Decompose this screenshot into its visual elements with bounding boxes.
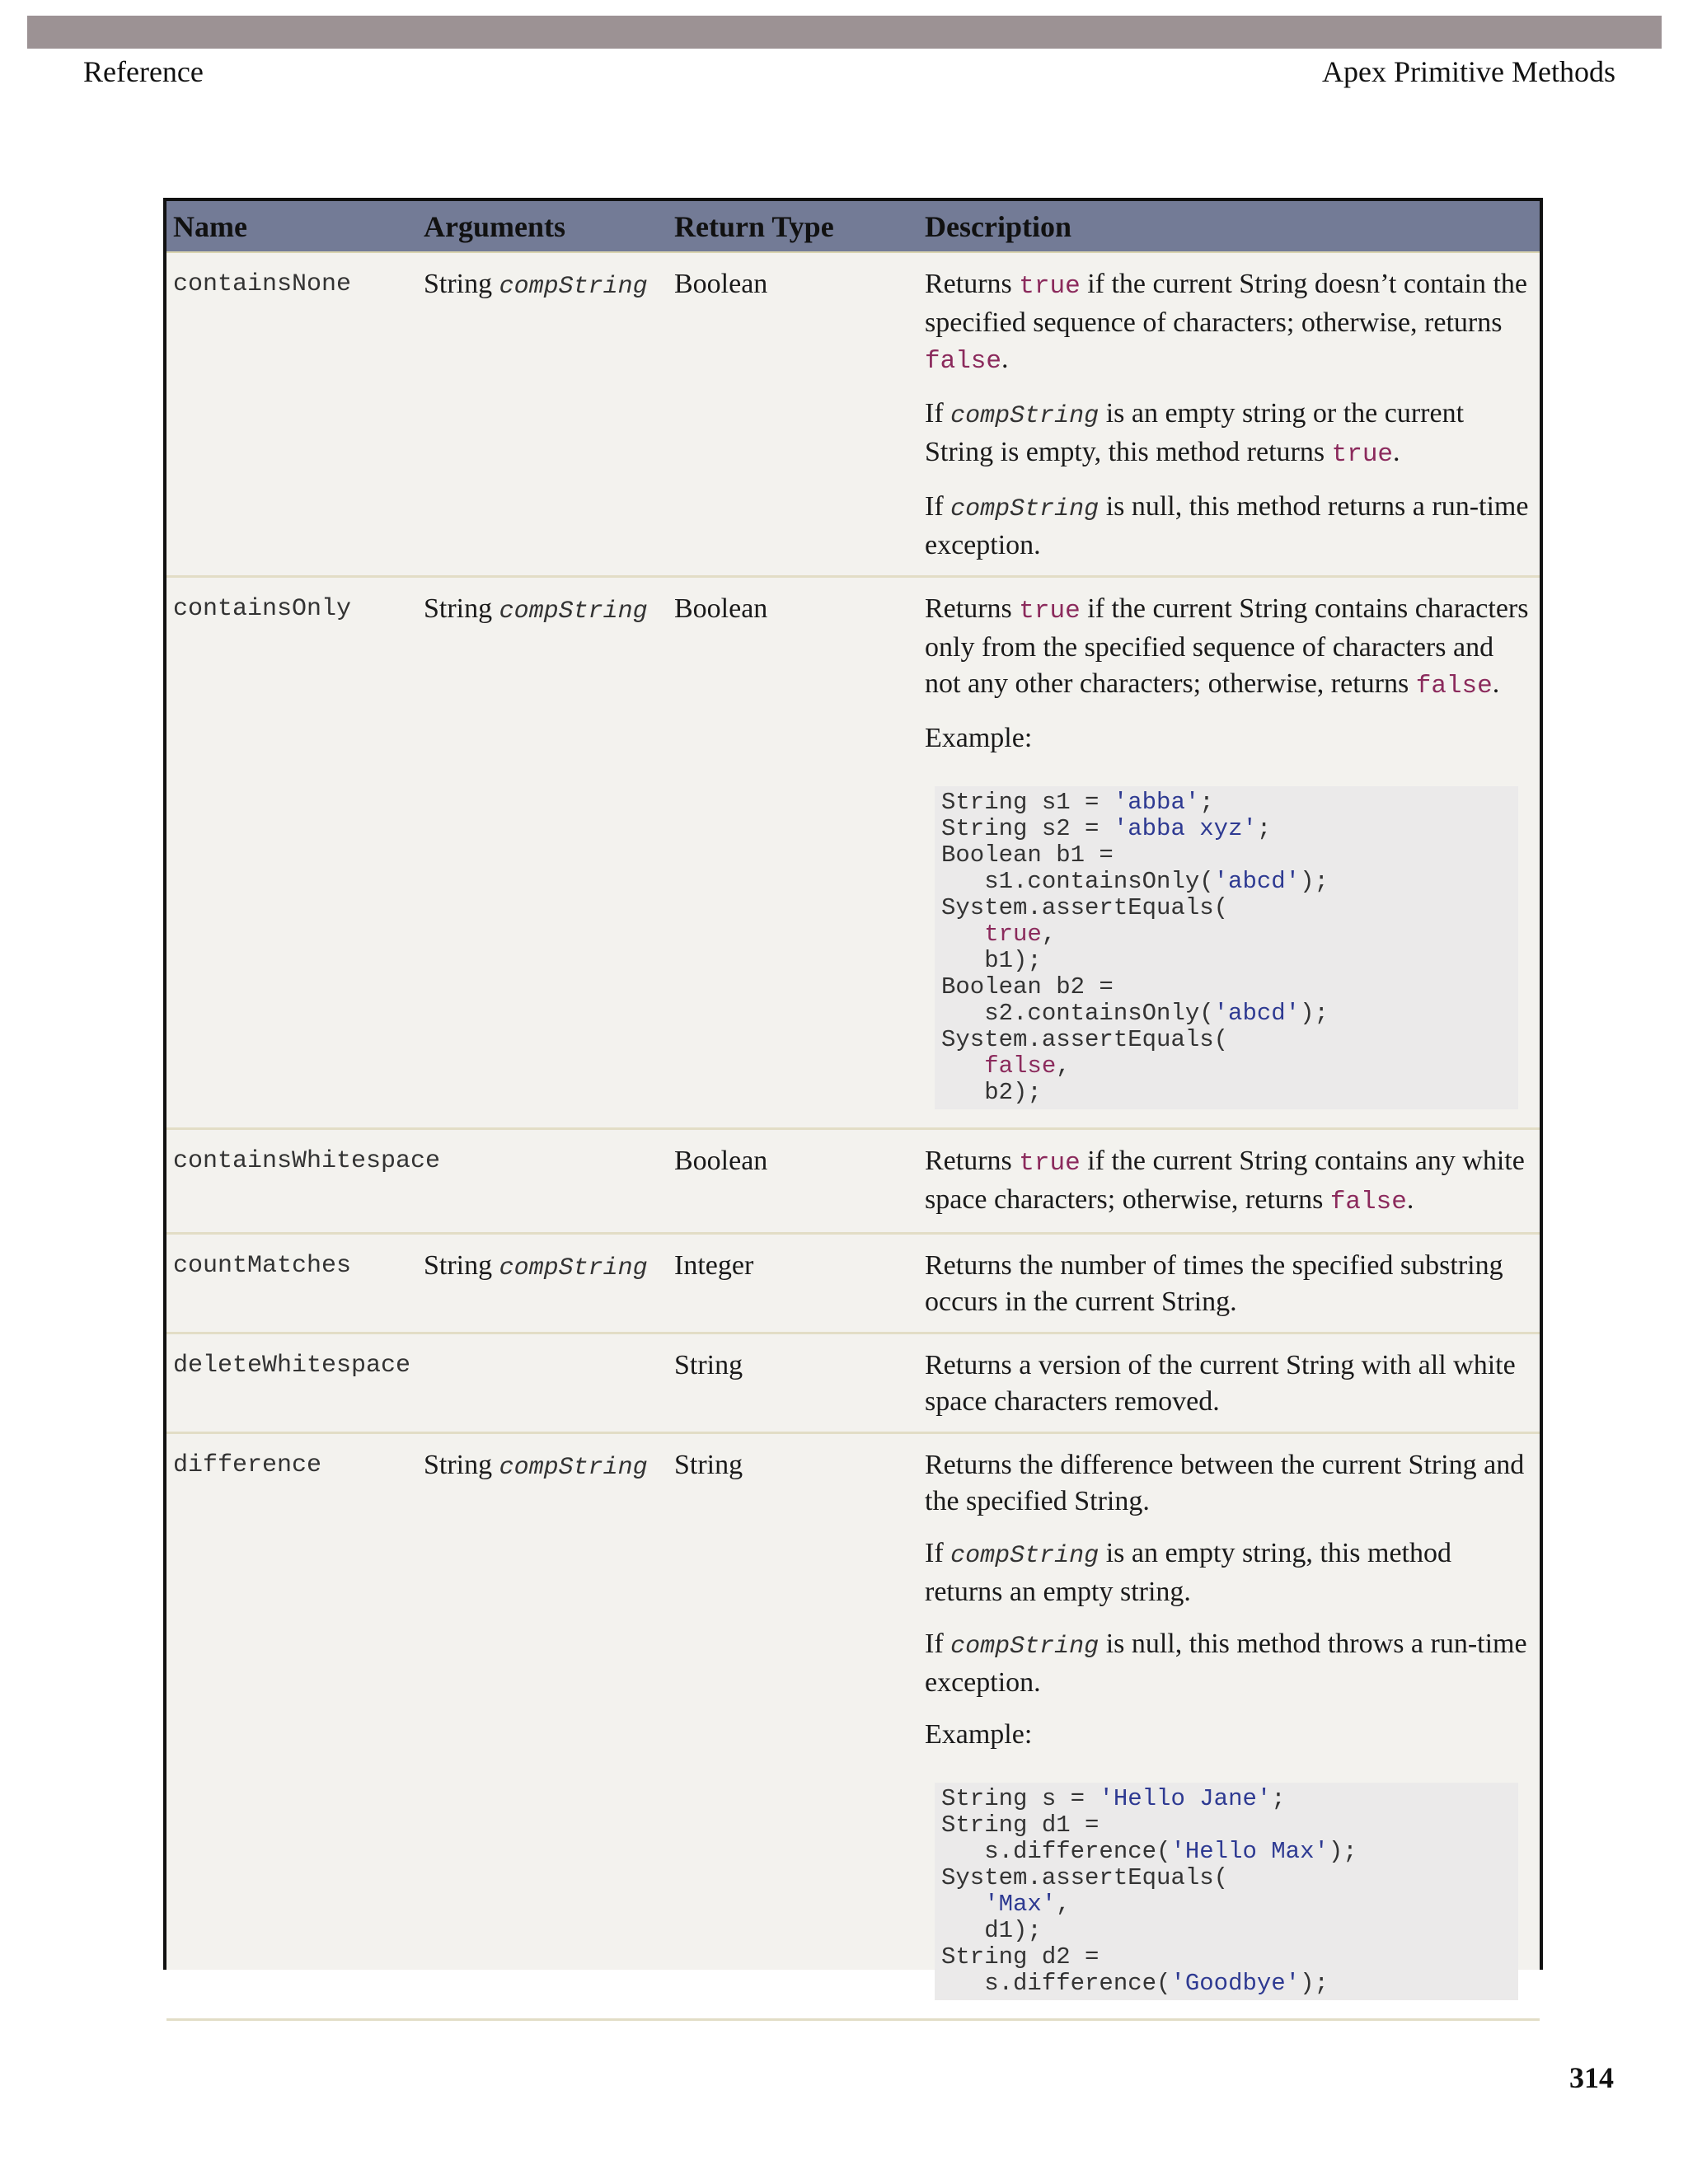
methods-table-container xyxy=(163,198,1543,1997)
method-arguments xyxy=(417,1129,668,1234)
method-name: difference xyxy=(166,1433,417,2020)
method-return-type: Integer xyxy=(668,1234,918,1333)
code-example: String s = 'Hello Jane'; String d1 = s.difference('Hello Max'); System.assertEquals( 'Max', d1); String d2 = s.difference('Goodbye'); xyxy=(935,1783,1518,2000)
methods-table xyxy=(166,201,1540,2021)
method-description: Returns the difference between the current String and the specified String. If compString is an empty string, this method returns an empty string. If compString is null, this method throws a run-time exception. Example: String s = 'Hello Jane'; String d1 = s.difference('Hello Max'); System.assertEquals( 'Max', d1); String d2 = s.difference('Goodbye'); xyxy=(918,1433,1540,2020)
header-chapter-title: Apex Primitive Methods xyxy=(1322,55,1615,88)
table-row xyxy=(166,252,1540,577)
header-bar xyxy=(27,16,1662,49)
method-name: countMatches xyxy=(166,1234,417,1333)
table-row xyxy=(166,577,1540,1129)
table-row xyxy=(166,1333,1540,1433)
method-return-type: Boolean xyxy=(668,252,918,577)
method-arguments: String compString xyxy=(417,1433,668,2020)
column-header-arguments: Arguments xyxy=(417,201,668,252)
method-return-type: Boolean xyxy=(668,577,918,1129)
table-row xyxy=(166,1234,1540,1333)
table-header-row xyxy=(166,201,1540,252)
method-name: containsNone xyxy=(166,252,417,577)
method-name: deleteWhitespace xyxy=(166,1333,417,1433)
method-return-type: Boolean xyxy=(668,1129,918,1234)
method-arguments xyxy=(417,1333,668,1433)
method-return-type: String xyxy=(668,1333,918,1433)
example-label: Example: xyxy=(925,1719,1033,1750)
method-description: Returns true if the current String contains any white space characters; otherwise, returns false. xyxy=(918,1129,1540,1234)
method-name: containsWhitespace xyxy=(166,1129,417,1234)
column-header-description: Description xyxy=(918,201,1540,252)
method-arguments: String compString xyxy=(417,1234,668,1333)
method-description: Returns true if the current String contains characters only from the specified sequence of characters and not any other characters; otherwise, returns false. Example: String s1 = 'abba'; String s2 = 'abba xyz'; Boolean b1 = s1.containsOnly('abcd'); System.assertEquals( true, b1); Boolean b2 = s2.containsOnly('abcd'); System.assertEquals( false, b2); xyxy=(918,577,1540,1129)
method-name: containsOnly xyxy=(166,577,417,1129)
column-header-name: Name xyxy=(166,201,417,252)
method-arguments: String compString xyxy=(417,252,668,577)
method-return-type: String xyxy=(668,1433,918,2020)
method-arguments: String compString xyxy=(417,577,668,1129)
method-description: Returns the number of times the specified substring occurs in the current String. xyxy=(918,1234,1540,1333)
page-number: 314 xyxy=(1569,2061,1614,2094)
code-example: String s1 = 'abba'; String s2 = 'abba xyz'; Boolean b1 = s1.containsOnly('abcd'); System.assertEquals( true, b1); Boolean b2 = s2.containsOnly('abcd'); System.assertEquals( false, b2); xyxy=(935,786,1518,1109)
table-row xyxy=(166,1433,1540,2020)
method-description: Returns true if the current String doesn’t contain the specified sequence of characters; otherwise, returns false. If compString is an empty string or the current String is empty, this method returns true. If compString is null, this method returns a run-time exception. xyxy=(918,252,1540,577)
method-description: Returns a version of the current String with all white space characters removed. xyxy=(918,1333,1540,1433)
column-header-return-type: Return Type xyxy=(668,201,918,252)
example-label: Example: xyxy=(925,723,1033,753)
table-row xyxy=(166,1129,1540,1234)
header-section-title: Reference xyxy=(83,55,204,88)
